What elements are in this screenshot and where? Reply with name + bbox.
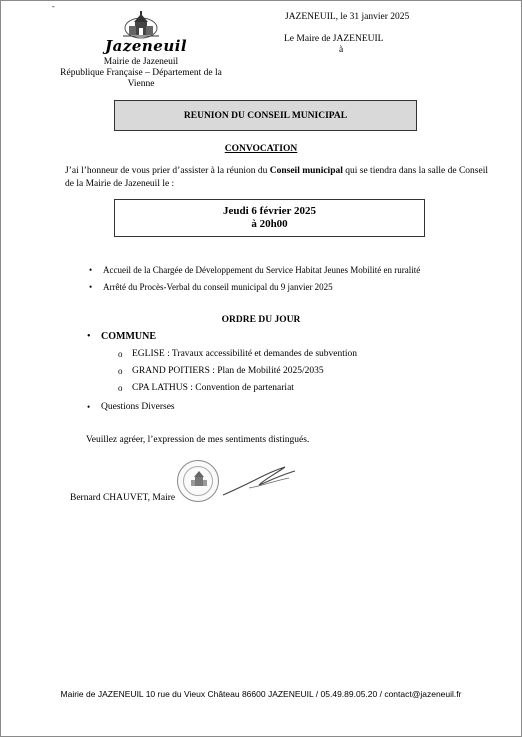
list-item <box>89 265 469 276</box>
place-date: JAZENEUIL, le 31 janvier 2025 <box>285 12 410 22</box>
meeting-date: Jeudi 6 février 2025 <box>223 205 316 217</box>
circle-bullet-icon: o <box>118 366 123 376</box>
bullet-icon: • <box>87 331 91 342</box>
intro-paragraph <box>65 165 488 190</box>
town-logo <box>105 11 188 55</box>
footer-address: Mairie de JAZENEUIL 10 rue du Vieux Château 86600 JAZENEUIL / 05.49.89.05.20 / contact@jazeneuil.fr <box>60 689 462 699</box>
circle-bullet-icon: o <box>118 383 123 393</box>
bullet-icon: • <box>89 282 93 292</box>
agenda-sub-item-text: GRAND POITIERS : Plan de Mobilité 2025/2035 <box>132 366 324 376</box>
agenda-sub-item-text: EGLISE : Travaux accessibilité et demandes de subvention <box>132 349 358 359</box>
meeting-title-box <box>114 100 417 131</box>
agenda-sub-item-text: CPA LATHUS : Convention de partenariat <box>132 383 294 393</box>
sender-line: Le Maire de JAZENEUIL <box>284 34 384 44</box>
list-item <box>89 282 469 293</box>
meeting-title: REUNION DU CONSEIL MUNICIPAL <box>183 110 348 121</box>
meeting-date-box <box>114 199 425 237</box>
mairie-name: Mairie de Jazeneuil <box>103 57 179 67</box>
circle-bullet-icon: o <box>118 349 123 359</box>
intro-bold: Conseil municipal <box>269 166 343 176</box>
bullet-icon: • <box>89 265 93 275</box>
agenda-section-title: COMMUNE <box>101 331 156 342</box>
corner-mark: - <box>52 2 55 11</box>
intro-text-start: J’ai l’honneur de vous prier d’assister à la réunion du <box>65 166 270 176</box>
agenda-section <box>87 331 287 342</box>
meeting-time: à 20h00 <box>251 218 288 230</box>
convocation-heading: CONVOCATION <box>224 144 298 154</box>
bullet-icon: • <box>87 402 91 412</box>
recipient-line: à <box>339 45 344 55</box>
agenda-other-text: Questions Diverses <box>101 402 175 412</box>
departement-line: Vienne <box>127 79 155 89</box>
official-stamp-icon <box>177 460 219 502</box>
list-item-text: Accueil de la Chargée de Développement du Service Habitat Jeunes Mobilité en ruralité <box>103 265 421 275</box>
agenda-other-item <box>87 402 287 412</box>
intro-text-end: qui se tiendra dans la salle de Conseil de la Mairie de Jazeneuil le : <box>65 166 488 189</box>
republique-line: République Française – Département de la <box>60 68 222 78</box>
agenda-title: ORDRE DU JOUR <box>221 315 301 325</box>
agenda-sub-item <box>118 349 418 359</box>
logo-wordmark: Jazeneuil <box>105 37 188 55</box>
closing-line: Veuillez agréer, l’expression de mes sentiments distingués. <box>86 435 310 445</box>
signer-name: Bernard CHAUVET, Maire <box>70 493 176 503</box>
agenda-sub-item <box>118 366 418 376</box>
list-item-text: Arrêté du Procès-Verbal du conseil municipal du 9 janvier 2025 <box>103 282 333 292</box>
agenda-sub-item <box>118 383 418 393</box>
signature-icon <box>219 461 299 501</box>
